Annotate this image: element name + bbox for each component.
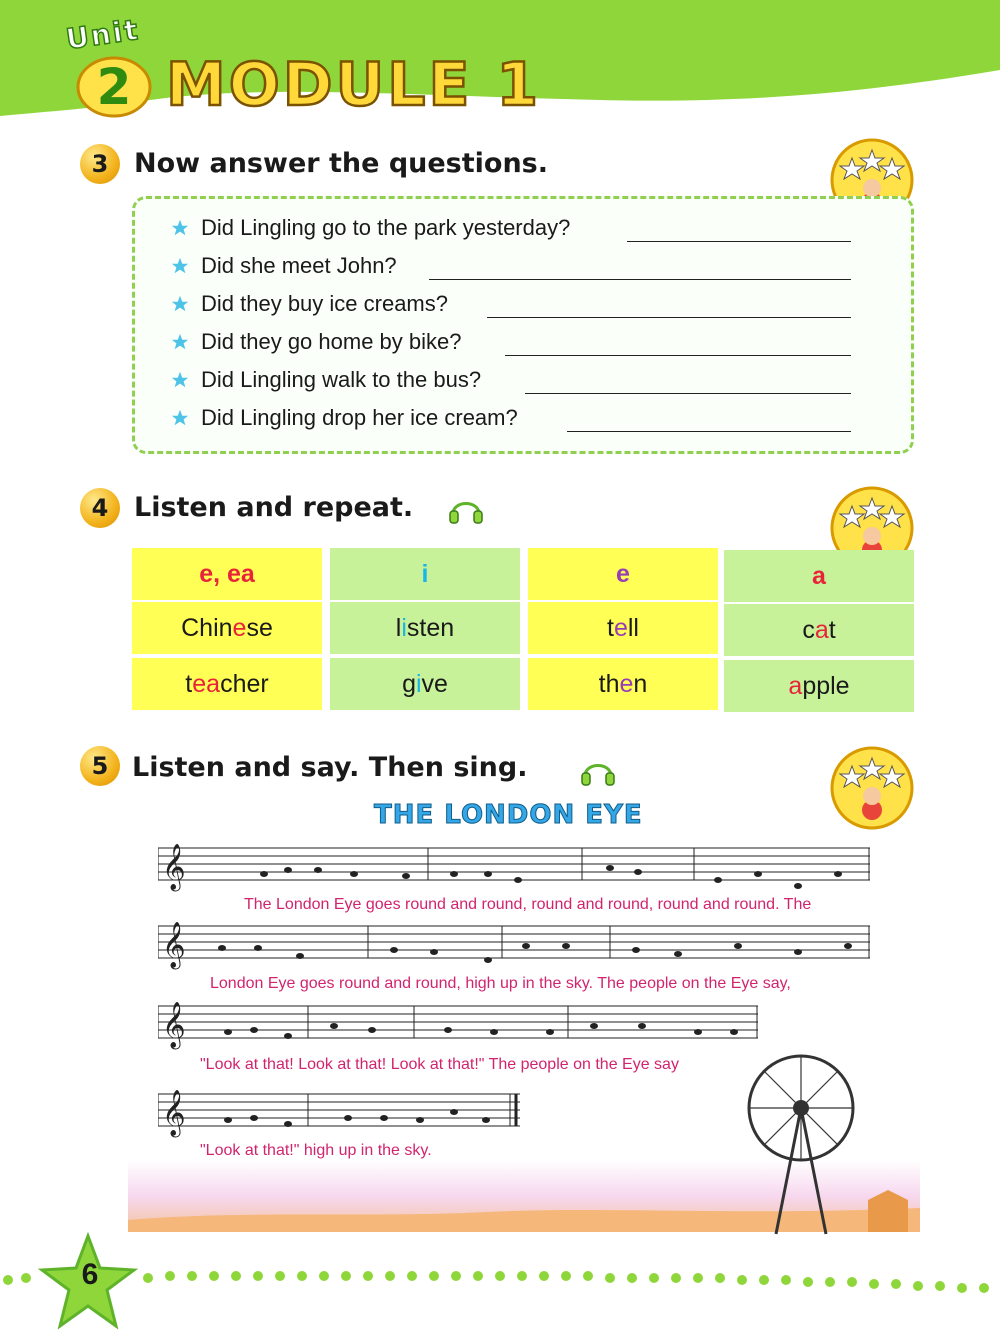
phonics-word[interactable]: a pple (724, 660, 914, 712)
star-bullet-icon (171, 219, 189, 237)
unit-number-badge (76, 56, 152, 118)
answer-line[interactable] (505, 355, 851, 356)
svg-text:𝄞: 𝄞 (162, 922, 186, 968)
svg-text:𝄞: 𝄞 (162, 1090, 186, 1136)
question-row (171, 213, 570, 243)
phonics-word[interactable]: Chin e se (132, 602, 322, 654)
question-text: Did they buy ice creams? (201, 291, 448, 316)
star-bullet-icon (171, 333, 189, 351)
question-row (171, 365, 481, 395)
music-staff (158, 1082, 520, 1142)
phonics-word[interactable]: l i sten (330, 602, 520, 654)
answer-line[interactable] (525, 393, 851, 394)
module-title: MODULE 1 (166, 50, 542, 120)
section-4-title: Listen and repeat. (134, 492, 414, 523)
questions-box (132, 196, 914, 454)
phonics-word[interactable]: t e ll (528, 602, 718, 654)
question-text: Did Lingling drop her ice cream? (201, 405, 518, 430)
i-can-do-this-badge (824, 736, 920, 832)
section-4-number: 4 (80, 488, 120, 528)
star-bullet-icon (171, 295, 189, 313)
phonics-word[interactable]: th e n (528, 658, 718, 710)
svg-text:𝄞: 𝄞 (162, 844, 186, 890)
lyric-line: The London Eye goes round and round, round and round, round and round. The (244, 896, 812, 913)
unit-label: Unit (64, 13, 142, 56)
answer-line[interactable] (429, 279, 851, 280)
lyric-line: London Eye goes round and round, high up in the sky. The people on the Eye say, (210, 975, 791, 992)
phonics-word[interactable]: t ea cher (132, 658, 322, 710)
music-staff (158, 994, 758, 1054)
question-text: Did Lingling walk to the bus? (201, 367, 482, 392)
headphones-icon[interactable] (448, 494, 484, 524)
star-bullet-icon (171, 257, 189, 275)
lyric-line: "Look at that!" high up in the sky. (200, 1142, 432, 1159)
dotted-border (0, 1268, 40, 1298)
question-row (171, 327, 462, 357)
section-5-number: 5 (80, 746, 120, 786)
star-bullet-icon (171, 371, 189, 389)
lyric-line: "Look at that! Look at that! Look at that!" The people on the Eye say (200, 1056, 679, 1073)
section-3-title: Now answer the questions. (134, 148, 549, 179)
phonics-word[interactable]: g i ve (330, 658, 520, 710)
question-row (171, 289, 448, 319)
music-staff (158, 914, 870, 974)
question-text: Did she meet John? (201, 253, 397, 278)
song-title: THE LONDON EYE (374, 800, 643, 830)
question-row (171, 403, 518, 433)
music-staff (158, 836, 870, 896)
star-bullet-icon (171, 409, 189, 427)
phonics-header: i (330, 548, 520, 600)
answer-line[interactable] (627, 241, 851, 242)
section-3-number: 3 (80, 144, 120, 184)
phonics-word[interactable]: c a t (724, 604, 914, 656)
question-text: Did Lingling go to the park yesterday? (201, 215, 571, 240)
unit-number: 2 (96, 58, 132, 116)
svg-text:𝄞: 𝄞 (162, 1002, 186, 1048)
answer-line[interactable] (487, 317, 851, 318)
phonics-header: e, ea (132, 548, 322, 600)
dotted-border (140, 1268, 1000, 1298)
question-row (171, 251, 397, 281)
phonics-header: a (724, 550, 914, 602)
section-5-title: Listen and say. Then sing. (132, 752, 528, 783)
phonics-header: e (528, 548, 718, 600)
headphones-icon[interactable] (580, 756, 616, 786)
answer-line[interactable] (567, 431, 851, 432)
question-text: Did they go home by bike? (201, 329, 462, 354)
page-number: 6 (81, 1258, 99, 1291)
london-eye-icon (746, 998, 876, 1238)
